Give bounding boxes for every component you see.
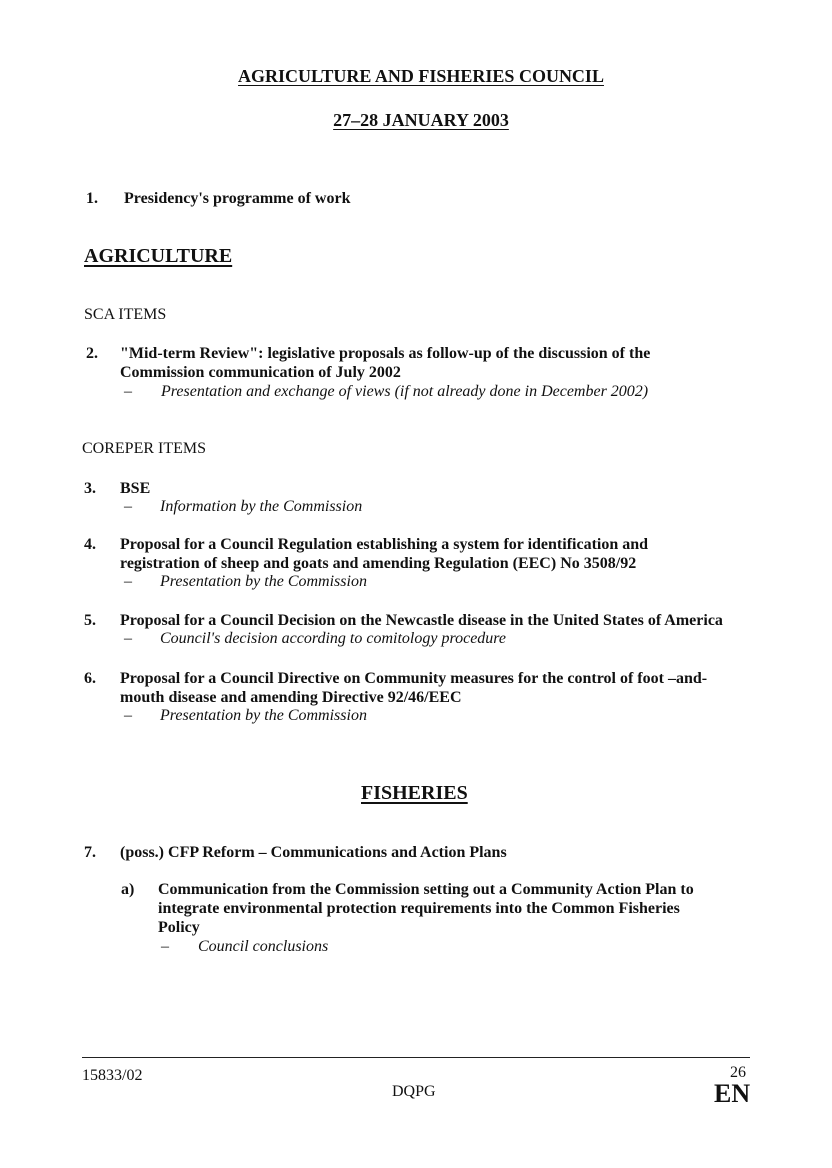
item-4-dash: – xyxy=(124,573,132,590)
item-5-dash: – xyxy=(124,630,132,647)
item-6-sub: Presentation by the Commission xyxy=(160,707,367,724)
item-7a-letter: a) xyxy=(121,881,135,898)
item-1-text: Presidency's programme of work xyxy=(124,190,351,207)
item-3-dash: – xyxy=(124,498,132,515)
item-7a-line3: Policy xyxy=(158,919,200,936)
item-2-sub: Presentation and exchange of views (if not already done in December 2002) xyxy=(161,383,649,400)
language-code: EN xyxy=(714,1079,751,1108)
agriculture-heading: AGRICULTURE xyxy=(84,245,233,267)
item-7-text: (poss.) CFP Reform – Communications and Action Plans xyxy=(120,844,507,861)
item-3-sub: Information by the Commission xyxy=(160,498,363,515)
item-7-number: 7. xyxy=(84,844,96,861)
item-7a-sub: Council conclusions xyxy=(198,938,329,955)
item-6-number: 6. xyxy=(84,670,96,687)
item-5-number: 5. xyxy=(84,612,96,629)
page-number: 26 xyxy=(730,1064,746,1081)
coreper-items-label: COREPER ITEMS xyxy=(82,440,207,457)
item-6-line2: mouth disease and amending Directive 92/46/EEC xyxy=(120,689,462,706)
sca-items-label: SCA ITEMS xyxy=(84,306,167,323)
item-2-number: 2. xyxy=(86,345,98,362)
item-5-sub: Council's decision according to comitology procedure xyxy=(160,630,507,647)
unit-code: DQPG xyxy=(392,1083,436,1100)
page-title: AGRICULTURE AND FISHERIES COUNCIL xyxy=(238,66,604,86)
item-7a-line1: Communication from the Commission setting out a Community Action Plan to xyxy=(158,881,694,898)
item-2-line1: "Mid-term Review": legislative proposals as follow-up of the discussion of the xyxy=(120,345,651,362)
item-1-number: 1. xyxy=(86,190,98,207)
fisheries-heading: FISHERIES xyxy=(361,782,468,804)
meeting-date: 27–28 JANUARY 2003 xyxy=(333,110,509,130)
footer-rule xyxy=(82,1057,750,1058)
item-6-line1: Proposal for a Council Directive on Community measures for the control of foot –and- xyxy=(120,670,708,687)
item-2-line2: Commission communication of July 2002 xyxy=(120,364,401,381)
item-6-dash: – xyxy=(124,707,132,724)
item-3-line1: BSE xyxy=(120,480,151,497)
item-7a-dash: – xyxy=(161,938,169,955)
item-4-line2: registration of sheep and goats and amending Regulation (EEC) No 3508/92 xyxy=(120,555,637,572)
item-5-line1: Proposal for a Council Decision on the Newcastle disease in the United States of America xyxy=(120,612,723,629)
item-4-sub: Presentation by the Commission xyxy=(160,573,367,590)
document-number: 15833/02 xyxy=(82,1067,143,1084)
item-2-dash: – xyxy=(124,383,132,400)
item-7a-line2: integrate environmental protection requirements into the Common Fisheries xyxy=(158,900,680,917)
item-4-line1: Proposal for a Council Regulation establishing a system for identification and xyxy=(120,536,649,553)
item-4-number: 4. xyxy=(84,536,96,553)
item-3-number: 3. xyxy=(84,480,96,497)
